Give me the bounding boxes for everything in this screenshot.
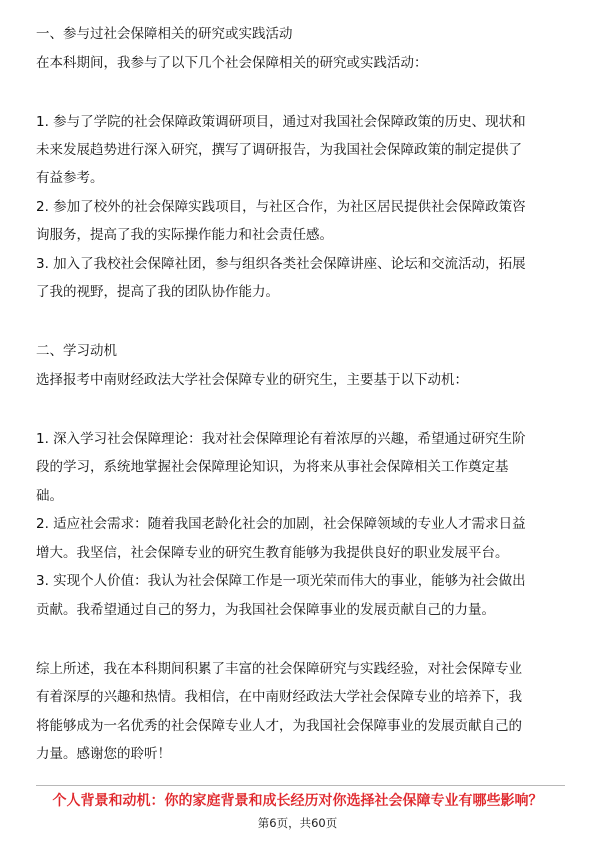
list-item-line: 3. 实现个人价值：我认为社会保障工作是一项光荣而伟大的事业，能够为社会做出 [36,573,526,589]
paragraph-line: 有着深厚的兴趣和热情。我相信，在中南财经政法大学社会保障专业的培养下，我 [36,689,522,705]
list-item-line: 了我的视野，提高了我的团队协作能力。 [36,284,279,300]
list-item-line: 未来发展趋势进行深入研究，撰写了调研报告，为我国社会保障政策的制定提供了 [36,142,522,158]
page-number: 第6页，共60页 [257,816,338,830]
footer-divider [36,785,565,786]
paragraph-line: 综上所述，我在本科期间积累了丰富的社会保障研究与实践经验，对社会保障专业 [36,661,522,677]
section-heading: 一、参与过社会保障相关的研究或实践活动 [36,26,293,42]
section-heading: 二、学习动机 [36,343,117,359]
list-item-line: 2. 参加了校外的社会保障实践项目，与社区合作，为社区居民提供社会保障政策咨 [36,199,526,215]
list-item-line: 1. 参与了学院的社会保障政策调研项目，通过对我国社会保障政策的历史、现状和 [36,114,526,130]
list-item-line: 3. 加入了我校社会保障社团，参与组织各类社会保障讲座、论坛和交流活动，拓展 [36,256,526,272]
paragraph-line: 在本科期间，我参与了以下几个社会保障相关的研究或实践活动： [36,55,428,71]
list-item-line: 贡献。我希望通过自己的努力，为我国社会保障事业的发展贡献自己的力量。 [36,602,495,618]
paragraph-line: 选择报考中南财经政法大学社会保障专业的研究生，主要基于以下动机： [36,372,468,388]
list-item-line: 1. 深入学习社会保障理论：我对社会保障理论有着浓厚的兴趣，希望通过研究生阶 [36,431,526,447]
list-item-line: 有益参考。 [36,170,104,186]
highlight-question-link[interactable]: 个人背景和动机：你的家庭背景和成长经历对你选择社会保障专业有哪些影响？ [52,793,543,809]
list-item-line: 增大。我坚信，社会保障专业的研究生教育能够为我提供良好的职业发展平台。 [36,545,509,561]
paragraph-line: 将能够成为一名优秀的社会保障专业人才，为我国社会保障事业的发展贡献自己的 [36,718,522,734]
paragraph-line: 力量。感谢您的聆听！ [36,746,171,762]
list-item-line: 询服务，提高了我的实际操作能力和社会责任感。 [36,227,333,243]
list-item-line: 2. 适应社会需求：随着我国老龄化社会的加剧，社会保障领域的专业人才需求日益 [36,516,526,532]
list-item-line: 础。 [36,488,63,504]
list-item-line: 段的学习，系统地掌握社会保障理论知识，为将来从事社会保障相关工作奠定基 [36,459,509,475]
